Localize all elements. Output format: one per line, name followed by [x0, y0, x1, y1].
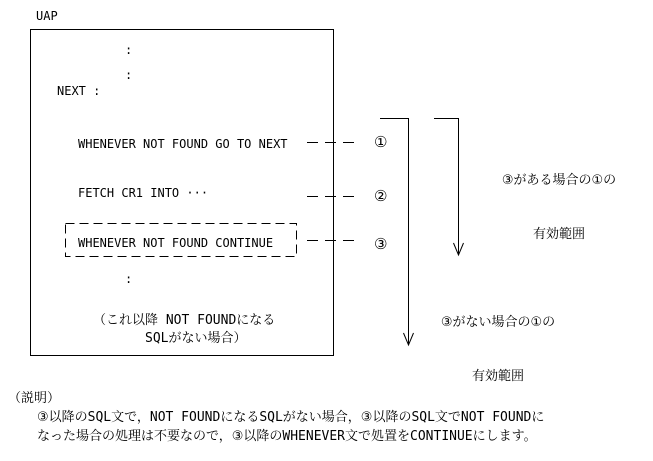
code-ellipsis-top-2: :: [125, 68, 133, 82]
next-label: NEXT :: [57, 84, 101, 98]
marker-one: ①: [374, 133, 388, 151]
scope-arrow-without-three: [380, 119, 409, 346]
marker-three: ③: [374, 235, 388, 253]
explanation-line-1: ③以降のSQL文で，NOT FOUNDになるSQLがない場合，③以降のSQL文でNOT FOUNDに: [37, 410, 545, 425]
scope-label-with-three: [493, 136, 625, 280]
explanation-heading: （説明）: [8, 391, 61, 406]
scope-label-without-three-line1: ③がない場合の①の: [440, 315, 556, 330]
stmt-whenever-goto: WHENEVER NOT FOUND GO TO NEXT: [78, 137, 288, 151]
scope-label-with-three-line2: 有効範囲: [532, 227, 585, 242]
marker-two: ②: [374, 187, 388, 205]
explanation-line-2: なった場合の処理は不要なので，③以降のWHENEVER文で処置をCONTINUEにします。: [37, 429, 537, 444]
code-ellipsis-top-1: :: [125, 43, 133, 57]
stmt-whenever-continue: WHENEVER NOT FOUND CONTINUE: [78, 236, 274, 250]
scope-label-with-three-line1: ③がある場合の①の: [501, 173, 617, 188]
uap-label: UAP: [36, 9, 58, 23]
box-note-line-2: SQLがない場合）: [145, 331, 247, 346]
scope-label-without-three-line2: 有効範囲: [471, 369, 524, 384]
scope-arrow-with-three: [434, 119, 459, 256]
code-ellipsis-bottom: :: [125, 272, 133, 286]
stmt-fetch: FETCH CR1 INTO ···: [78, 186, 209, 200]
scope-label-without-three: [432, 278, 564, 422]
box-note-line-1: （これ以降 NOT FOUNDになる: [93, 313, 276, 328]
